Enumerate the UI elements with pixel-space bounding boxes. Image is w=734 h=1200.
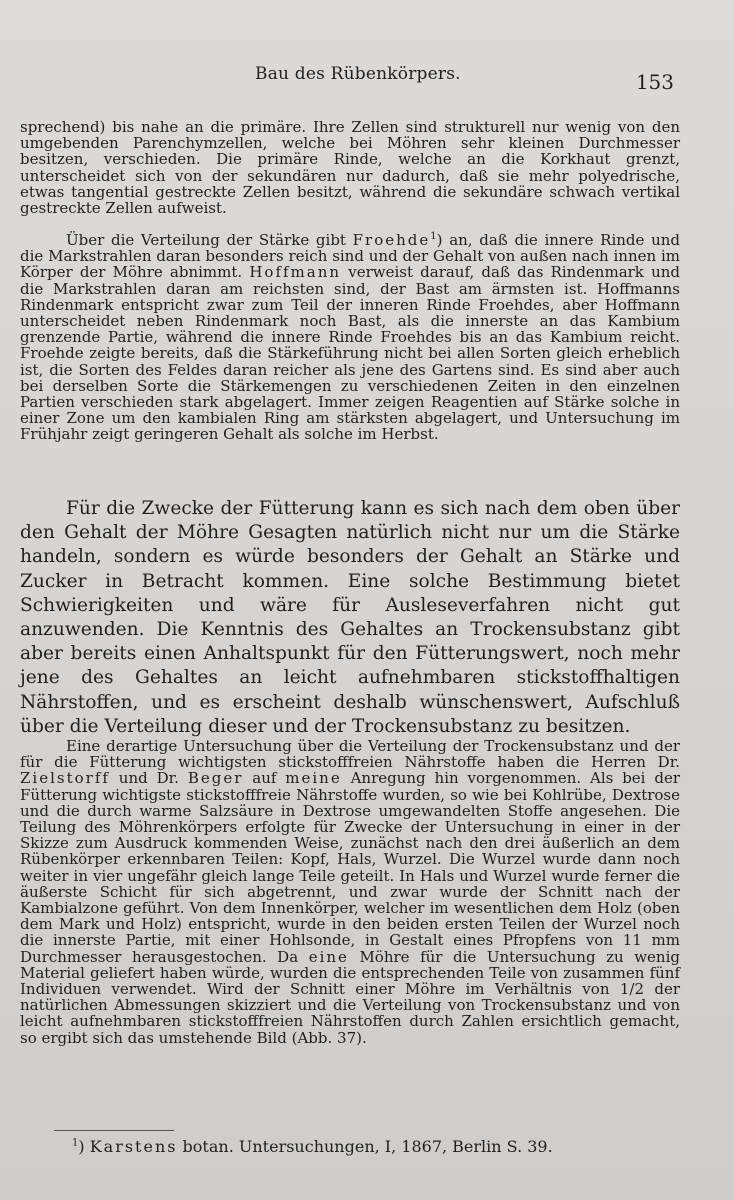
footnote-text: botan. Untersuchungen, I, 1867, Berlin S. 39.	[177, 1137, 553, 1156]
paragraph-1: sprechend) bis nahe an die primäre. Ihre Zellen sind strukturell nur wenig von den umgebenden Parenchymzellen, welche bei Möhren sehr kleinen Durchmesser besitzen, verschieden. Die primäre Rinde, welche an die Korkhaut grenzt, unterscheidet sich von der sekundären nur dadurch, daß sie mehr polyedrische, etwas tangential gestreckte Zellen besitzt, während die sekundäre schwach vertikal gestreckte Zellen aufweist.	[20, 118, 680, 218]
author-name-froehde: Froehde	[352, 231, 431, 249]
p2-text-a: Über die Verteilung der Stärke gibt	[66, 231, 353, 249]
footnote-author: Karstens	[89, 1137, 178, 1156]
p4-text-e: Möhre für die Untersuchung zu wenig Material geliefert haben würde, wurden die entsprechenden Teile von zusammen fünf Individuen verwendet. Wird der Schnitt einer Möhre im Verhältnis von	[20, 947, 680, 999]
p4-text-b: und Dr.	[109, 769, 188, 788]
p4-text-f: der natürlichen Abmessungen skizziert und die Verteilung von Trockensubstanz und von leicht aufnehmbaren stickstofffreien Nährstoffen durch Zahlen ersichtlich gemacht, so ergibt sich das umstehende Bild (Abb. 37).	[20, 980, 680, 1047]
paragraph-2	[20, 232, 680, 443]
author-name-beger: Beger	[187, 769, 244, 788]
p2-text-c: verweist darauf, daß das Rindenmark und die Markstrahlen daran am reichsten sind, der Bast am ärmsten ist. Hoffmanns Rindenmark entspricht zwar zum Teil der inneren Rinde Froehdes, aber Hoffmann unterscheidet neben Rindenmark noch Bast, als die innerste an das Kambium grenzende Partie, während die innere Rinde Froehdes bis an das Kambium reicht. Froehde zeigte bereits, daß die Stärkeführung nicht bei allen Sorten gleich erheblich ist, die Sorten des Feldes daran reicher als jene des Gartens sind. Es sind aber auch bei derselben Sorte die Stärkemengen zu verschiedenen Zeiten in den einzelnen Partien verschieden stark abgelagert. Immer zeigen Reagentien auf Stärke solche in einer Zone um den kambialen Ring am stärksten abgelagert, und Untersuchung im Frühjahr zeigt geringeren Gehalt als solche im Herbst.	[20, 263, 680, 444]
footnote: $^1$) Karstens botan. Untersuchungen, I, 1867, Berlin S. 39.	[72, 1137, 553, 1156]
author-name-zielstorff: Zielstorff	[20, 769, 110, 788]
footnote-rule	[54, 1130, 174, 1131]
fraction-one-half: 1/2	[619, 980, 644, 999]
running-title: Bau des Rübenkörpers.	[255, 64, 461, 84]
emphasis-meine: meine	[285, 769, 342, 788]
paragraph-3: Für die Zwecke der Fütterung kann es sich nach dem oben über den Gehalt der Möhre Gesagten natürlich nicht nur um die Stärke handeln, sondern es würde besonders der Gehalt an Stärke und Zucker in Betracht kommen. Eine solche Bestimmung bietet Schwierigkeiten und wäre für Ausleseverfahren nicht gut anzuwenden. Die Kenntnis des Gehaltes an Trockensubstanz gibt aber bereits einen Anhaltspunkt für den Fütterungswert, noch mehr jene des Gehaltes an leicht aufnehmbaren stickstoffhaltigen Nährstoffen, und es erscheint deshalb wünschenswert, Aufschluß über die Verteilung dieser und der Trockensubstanz zu besitzen.	[20, 498, 680, 737]
emphasis-eine: eine	[308, 947, 349, 966]
footnote-marker: 1	[72, 1137, 79, 1149]
author-name-hoffmann: Hoffmann	[249, 263, 342, 282]
page-number: 153	[635, 70, 674, 94]
p4-text-d: Anregung hin vorgenommen. Als bei der Fütterung wichtigste stickstofffreie Nährstoffe wurden, so wie bei Kohlrübe, Dextrose und die durch warme Salzsäure in Dextrose umgewandelten Stoffe angesehen. Die Teilung des Möhrenkörpers erfolgte für Zwecke der Untersuchung in einer in der Skizze zum Ausdruck kommenden Weise, zunächst nach den drei äußerlich an dem Rübenkörper erkennbaren Teilen: Kopf, Hals, Wurzel. Die Wurzel wurde dann noch weiter in vier ungefähr gleich lange Teile geteilt. In Hals und Wurzel wurde ferner die äußerste Schicht für sich abgetrennt, und zwar wurde der Schnitt nach der Kambialzone geführt. Von dem Innenkörper, welcher im wesentlichen dem Holz (oben dem Mark und Holz) entspricht, wurde in den beiden ersten Teilen der Wurzel noch die innerste Partie, mit einer Hohlsonde, in Gestalt eines Pfropfens von 11 mm Durchmesser herausgestochen. Da	[20, 769, 680, 966]
p2-text-b: ) an, daß die innere Rinde und die Markstrahlen daran besonders reich sind und der Gehalt von außen nach innen im Körper der Möhre abnimmt.	[20, 231, 680, 282]
p4-text-a: Eine derartige Untersuchung über die Verteilung der Trockensubstanz und der für die Fütterung wichtigsten stickstofffreien Nährstoffe haben die Herren Dr.	[20, 737, 680, 772]
p4-text-c: auf	[243, 769, 286, 788]
footnote-ref: 1	[430, 231, 437, 242]
page-header	[0, 62, 734, 92]
paragraph-4	[20, 738, 680, 1046]
